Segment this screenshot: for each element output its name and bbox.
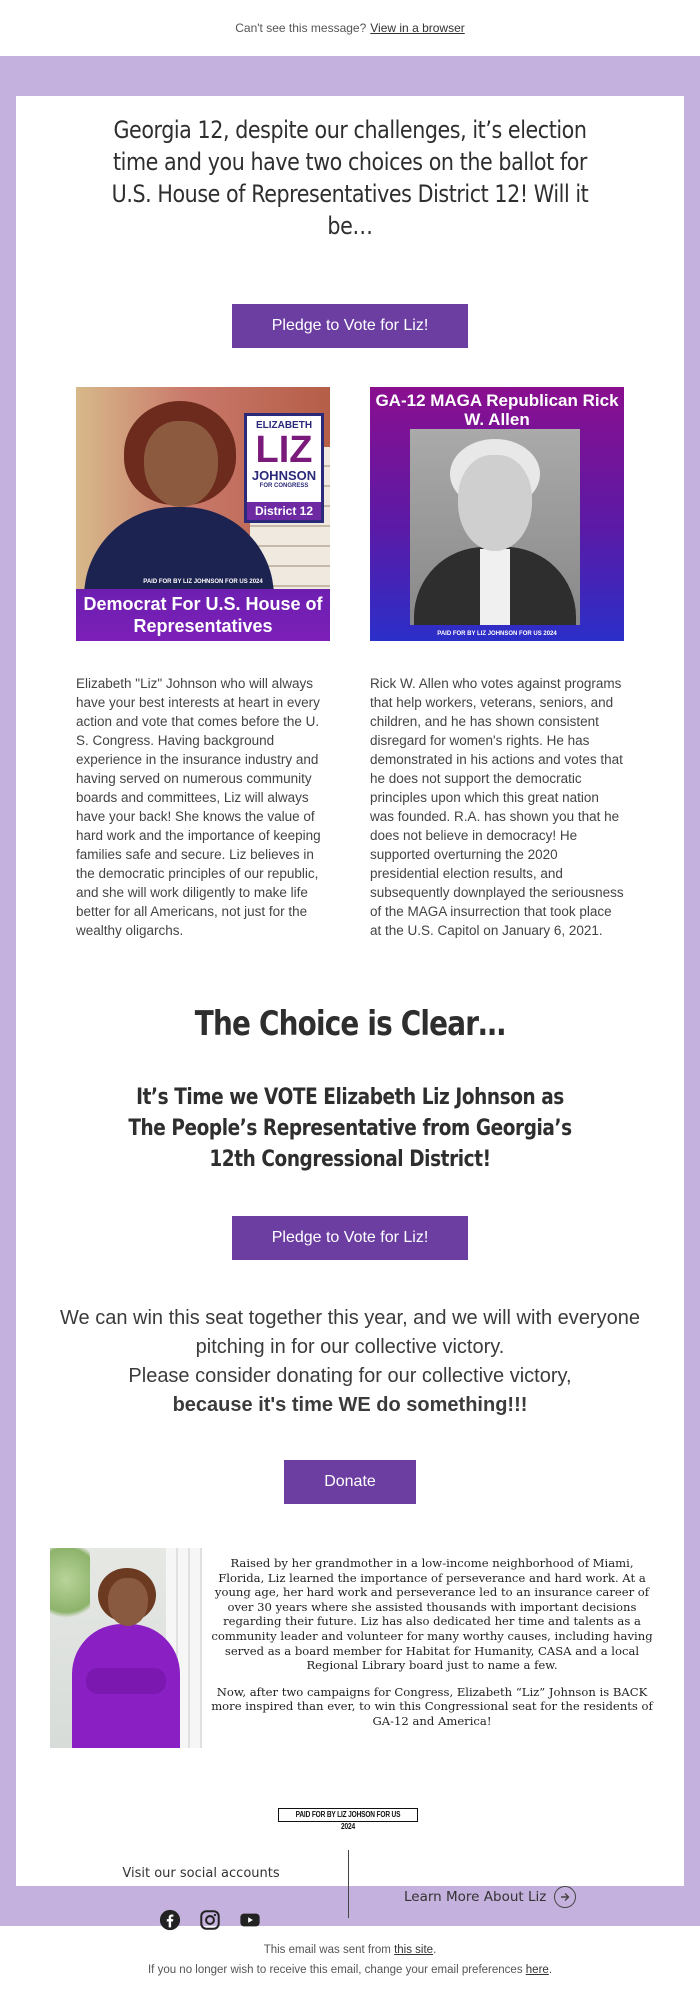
instagram-icon[interactable] (198, 1908, 222, 1932)
choice-subheading: It’s Time we VOTE Elizabeth Liz Johnson as The People’s Representative from Georgia’s 12th Congressional District! (128, 1085, 572, 1172)
preheader (0, 0, 700, 56)
liz-sign-last: JOHNSON (251, 468, 317, 483)
footer-sent-text: This email was sent from (263, 1944, 391, 1956)
rick-portrait (410, 429, 580, 625)
appeal-line-2: Please consider donating for our collective victory, (128, 1365, 572, 1387)
learn-more-label: Learn More About Liz (404, 1889, 547, 1905)
liz-sign-sub: FOR CONGRESS (259, 483, 309, 489)
footer-here-link[interactable]: here (525, 1964, 549, 1976)
email-card (16, 96, 684, 1905)
about-liz-text (210, 1556, 654, 1729)
arrow-right-icon (554, 1886, 576, 1908)
liz-bio: Elizabeth "Liz" Johnson who will always have your best interests at heart in every action and vote that comes before the U. S. Congress. Having background experience in the insurance industry and having served on numerous community boards and committees, Liz will always have your back! She knows the value of hard work and the importance of keeping families safe and secure. Liz believes in the democratic principles of our republic, and she will work diligently to make life better for all Americans, not just for the wealthy oligarchs. (76, 676, 321, 938)
liz-yard-sign (244, 413, 324, 523)
email-frame (0, 56, 700, 1926)
paid-for-text: PAID FOR BY LIZ JOHSON FOR US 2024 (295, 1810, 401, 1831)
rick-portrait-shirt (480, 549, 510, 625)
donate-button[interactable]: Donate (284, 1460, 416, 1504)
about-photo-tree (50, 1548, 90, 1628)
liz-image-face (144, 421, 218, 507)
about-paragraph-1: Raised by her grandmother in a low-income neighborhood of Miami, Florida, Liz learned the importance of perseverance and hard work. At a young age, her hard work and perseverance led to an insurance career of over 30 years where she assisted thousands with important decisions regarding their future. Liz has also dedicated her time and talents as a community leader and volunteer for many worthy causes, including having served as a board member for Habitat for Humanity, CASA and a local Regional Library board just to name a few. (211, 1556, 653, 1673)
liz-sign-first: ELIZABETH (255, 420, 313, 431)
footer-divider (348, 1850, 349, 1918)
liz-image-paid: PAID FOR BY LIZ JOHNSON FOR US 2024 (143, 579, 263, 585)
pledge-button-bottom[interactable]: Pledge to Vote for Liz! (232, 1216, 468, 1260)
rick-image-paid: PAID FOR BY LIZ JOHNSON FOR US 2024 (437, 631, 557, 637)
about-photo-face (108, 1578, 148, 1626)
social-label: Visit our social accounts (122, 1866, 280, 1881)
footer-sent-line: This email was sent from this site. (263, 1944, 437, 1956)
footer-unsubscribe-line: If you no longer wish to receive this email, change your email preferences here. (147, 1964, 553, 1976)
headline: Georgia 12, despite our challenges, it’s election time and you have two choices on the ballot for U.S. House of Representatives District 12! Will it be… (111, 116, 589, 240)
facebook-icon[interactable] (158, 1908, 182, 1932)
liz-sign-district: District 12 (247, 502, 321, 520)
pledge-button-top[interactable]: Pledge to Vote for Liz! (232, 304, 468, 348)
paid-for-disclaimer (278, 1808, 418, 1831)
view-in-browser-link[interactable]: View in a browser (370, 21, 465, 35)
preheader-text: Can't see this message? (235, 21, 367, 35)
rick-bio: Rick W. Allen who votes against programs that help workers, veterans, seniors, and children, and he has shown consistent disregard for women's rights. He has demonstrated in his actions and votes that he does not support the democratic principles upon which this great nation was founded. R.A. has shown you that he does not believe in democracy! He supported overturning the 2020 presidential election results, and subsequently downplayed the seriousness of the MAGA insurrection that took place at the U.S. Capitol on January 6, 2021. (370, 676, 624, 938)
footer-site-link[interactable]: this site (394, 1944, 434, 1956)
liz-image-banner: Democrat For U.S. House of Representatives (76, 589, 330, 641)
liz-portrait-photo (50, 1548, 202, 1748)
footer-unsubscribe-text: If you no longer wish to receive this email, change your email preferences (147, 1964, 523, 1976)
appeal-line-1: We can win this seat together this year, and we will with everyone pitching in for our collective victory. (60, 1307, 640, 1358)
email-footer (0, 1940, 700, 1980)
about-photo-arms (86, 1668, 166, 1694)
rick-campaign-image (370, 387, 624, 641)
learn-more-link[interactable] (404, 1886, 576, 1908)
rick-portrait-face (458, 455, 532, 551)
social-icons (158, 1908, 262, 1932)
liz-sign-name: LIZ (255, 429, 313, 471)
youtube-icon[interactable] (238, 1908, 262, 1932)
donation-appeal (56, 1304, 644, 1420)
choice-heading: The Choice is Clear… (194, 1004, 506, 1044)
about-paragraph-2: Now, after two campaigns for Congress, Elizabeth “Liz” Johnson is BACK more inspired than ever, to win this Congressional seat for the residents of GA-12 and America! (211, 1684, 653, 1728)
appeal-bold: because it's time WE do something!!! (172, 1394, 528, 1416)
liz-campaign-image (76, 387, 330, 641)
rick-image-title: GA-12 MAGA Republican Rick W. Allen (375, 391, 619, 429)
